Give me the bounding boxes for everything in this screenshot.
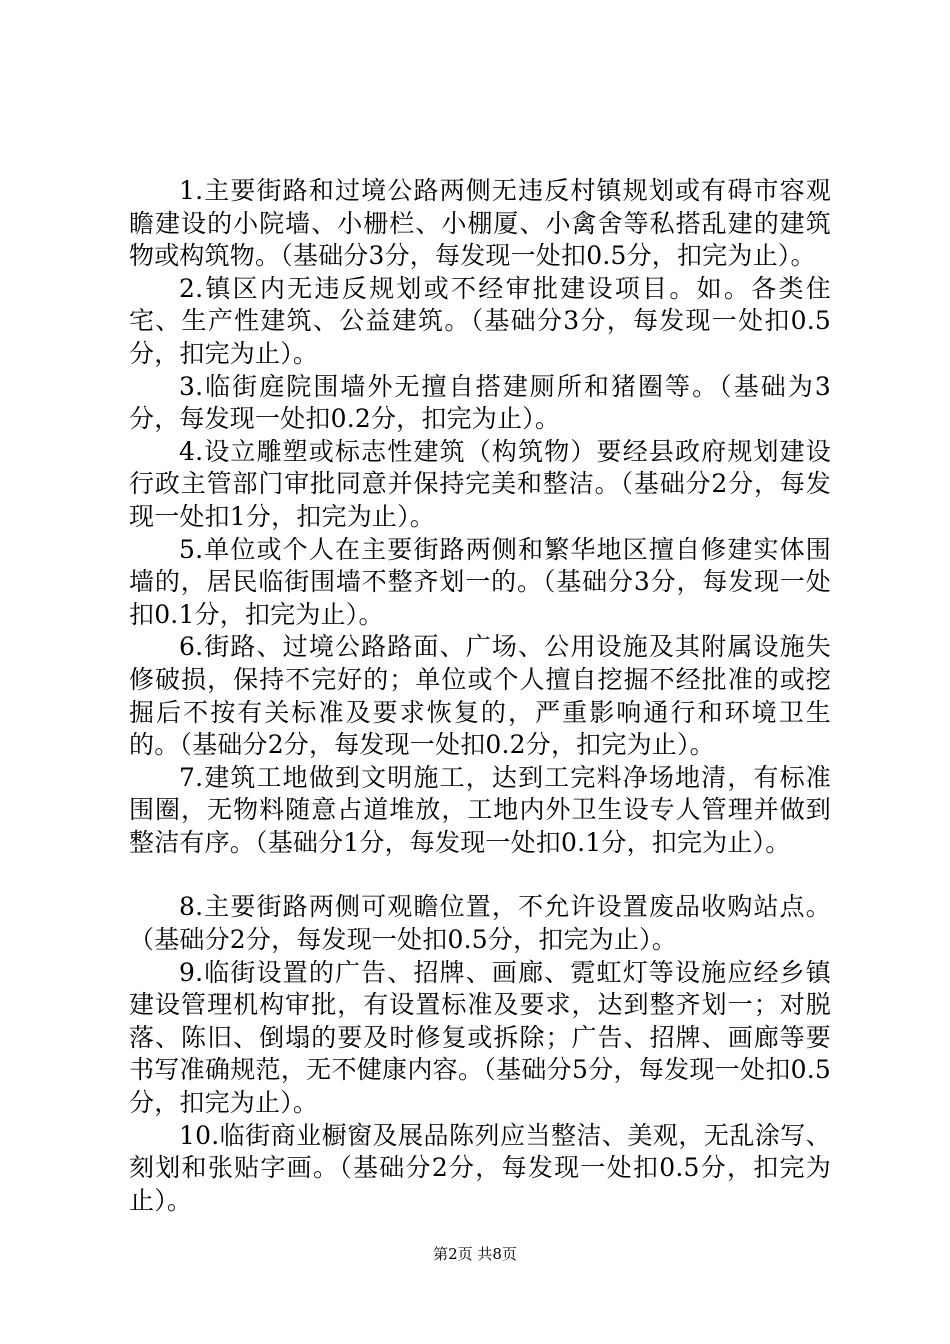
- paragraph-4: 4.设立雕塑或标志性建筑（构筑物）要经县政府规划建设行政主管部门审批同意并保持完美和整洁。（基础分2分，每发现一处扣1分，扣完为止）。: [129, 436, 831, 531]
- paragraph-8: 8.主要街路两侧可观瞻位置，不允许设置废品收购站点。（基础分2分，每发现一处扣0.5分，扣完为止）。: [129, 892, 831, 955]
- document-body: [129, 175, 831, 1217]
- paragraph-6: 6.街路、过境公路路面、广场、公用设施及其附属设施失修破损，保持不完好的；单位或个人擅自挖掘不经批准的或挖掘后不按有关标准及要求恢复的，严重影响通行和环境卫生的。（基础分2分，每发现一处扣0.2分，扣完为止）。: [129, 632, 831, 760]
- paragraph-9: 9.临街设置的广告、招牌、画廊、霓虹灯等设施应经乡镇建设管理机构审批，有设置标准及要求，达到整齐划一；对脱落、陈旧、倒塌的要及时修复或拆除；广告、招牌、画廊等要书写准确规范，无不健康内容。（基础分5分，每发现一处扣0.5分，扣完为止）。: [129, 957, 831, 1118]
- paragraph-5: 5.单位或个人在主要街路两侧和繁华地区擅自修建实体围墙的，居民临街围墙不整齐划一的。（基础分3分，每发现一处扣0.1分，扣完为止）。: [129, 534, 831, 629]
- paragraph-7: 7.建筑工地做到文明施工，达到工完料净场地清，有标准围圈，无物料随意占道堆放，工地内外卫生设专人管理并做到整洁有序。（基础分1分，每发现一处扣0.1分，扣完为止）。: [129, 762, 831, 857]
- paragraph-10: 10.临街商业橱窗及展品陈列应当整洁、美观，无乱涂写、刻划和张贴字画。（基础分2分，每发现一处扣0.5分，扣完为止）。: [129, 1120, 831, 1215]
- paragraph-2: 2.镇区内无违反规划或不经审批建设项目。如。各类住宅、生产性建筑、公益建筑。（基础分3分，每发现一处扣0.5分，扣完为止）。: [129, 273, 831, 368]
- page-footer: 第2页 共8页: [433, 1245, 517, 1263]
- paragraph-3: 3.临街庭院围墙外无擅自搭建厕所和猪圈等。（基础为3分，每发现一处扣0.2分，扣完为止）。: [129, 371, 831, 434]
- paragraph-1: 1.主要街路和过境公路两侧无违反村镇规划或有碍市容观瞻建设的小院墙、小栅栏、小棚厦、小禽舍等私搭乱建的建筑物或构筑物。（基础分3分，每发现一处扣0.5分，扣完为止）。: [129, 176, 831, 271]
